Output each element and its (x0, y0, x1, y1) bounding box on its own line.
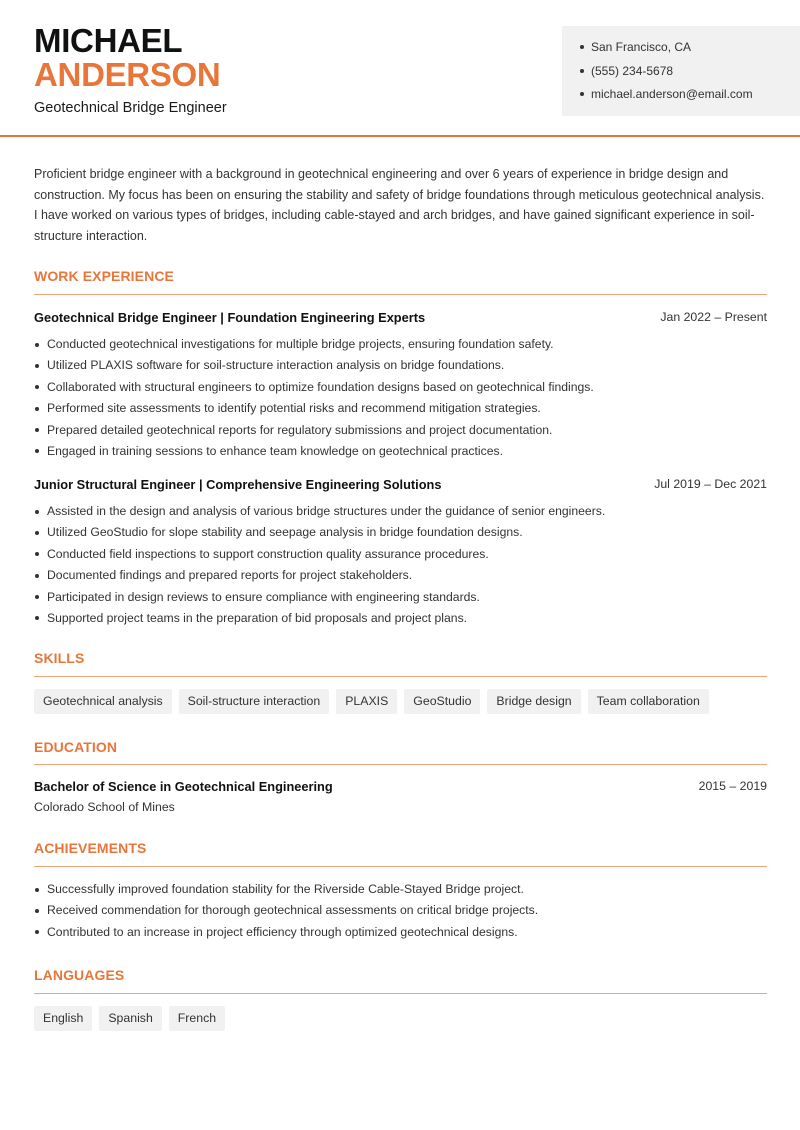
candidate-name (34, 24, 220, 92)
list-item: Supported project teams in the preparation of bid proposals and project plans. (34, 610, 767, 631)
contact-location: San Francisco, CA (580, 39, 800, 63)
job-header (34, 477, 767, 492)
skill-chip: Bridge design (487, 689, 580, 714)
skill-chip: Team collaboration (588, 689, 709, 714)
list-item: Successfully improved foundation stability for the Riverside Cable-Stayed Bridge project. (34, 881, 767, 902)
section-title-languages: LANGUAGES (34, 967, 125, 983)
job-title: Geotechnical Bridge Engineer (34, 100, 227, 116)
list-item: Conducted geotechnical investigations for multiple bridge projects, ensuring foundation safety. (34, 336, 767, 357)
languages-list (34, 1006, 225, 1031)
resume-header (0, 0, 800, 137)
education-degree: Bachelor of Science in Geotechnical Engineering (34, 779, 333, 794)
section-title-achievements: ACHIEVEMENTS (34, 840, 147, 856)
job-role: Junior Structural Engineer | Comprehensive Engineering Solutions (34, 477, 442, 492)
contact-box (562, 26, 800, 116)
contact-phone: (555) 234-5678 (580, 63, 800, 87)
list-item: Documented findings and prepared reports for project stakeholders. (34, 567, 767, 588)
list-item: Received commendation for thorough geotechnical assessments on critical bridge projects. (34, 902, 767, 923)
section-divider (34, 764, 767, 765)
job-bullets (34, 503, 767, 631)
language-chip: Spanish (99, 1006, 161, 1031)
section-title-skills: SKILLS (34, 650, 85, 666)
last-name: ANDERSON (34, 56, 221, 93)
section-divider (34, 993, 767, 994)
list-item: Engaged in training sessions to enhance team knowledge on geotechnical practices. (34, 443, 767, 464)
job-role: Geotechnical Bridge Engineer | Foundation Engineering Experts (34, 310, 426, 325)
education-years: 2015 – 2019 (698, 779, 767, 793)
professional-summary: Proficient bridge engineer with a background in geotechnical engineering and over 6 years of experience in bridge design and construction. My focus has been on ensuring the stability and safety of bridge foundations through meticulous geotechnical analysis. I have worked on various types of bridges, including cable-stayed and arch bridges, and have gained significant experience in soil-structure interaction. (34, 167, 765, 243)
section-divider (34, 294, 767, 295)
skills-list (34, 689, 709, 714)
job-header (34, 310, 767, 325)
section-divider (34, 676, 767, 677)
language-chip: French (169, 1006, 225, 1031)
skill-chip: Geotechnical analysis (34, 689, 172, 714)
list-item: Assisted in the design and analysis of various bridge structures under the guidance of senior engineers. (34, 503, 767, 524)
contact-email[interactable]: michael.anderson@email.com (580, 86, 800, 110)
list-item: Utilized GeoStudio for slope stability and seepage analysis in bridge foundation designs. (34, 524, 767, 545)
job-bullets (34, 336, 767, 464)
list-item: Contributed to an increase in project efficiency through optimized geotechnical designs. (34, 924, 767, 945)
job-dates: Jul 2019 – Dec 2021 (654, 477, 767, 491)
list-item: Utilized PLAXIS software for soil-structure interaction analysis on bridge foundations. (34, 357, 767, 378)
list-item: Performed site assessments to identify potential risks and recommend mitigation strategies. (34, 400, 767, 421)
section-title-education: EDUCATION (34, 739, 118, 755)
list-item: Conducted field inspections to support construction quality assurance procedures. (34, 546, 767, 567)
list-item: Prepared detailed geotechnical reports for regulatory submissions and project documentation. (34, 422, 767, 443)
skill-chip: GeoStudio (404, 689, 480, 714)
job-dates: Jan 2022 – Present (660, 310, 767, 324)
skill-chip: PLAXIS (336, 689, 397, 714)
first-name: MICHAEL (34, 22, 183, 59)
achievement-bullets (34, 881, 767, 945)
section-title-work: WORK EXPERIENCE (34, 268, 174, 284)
education-school: Colorado School of Mines (34, 800, 175, 814)
list-item: Collaborated with structural engineers to optimize foundation designs based on geotechnical findings. (34, 379, 767, 400)
language-chip: English (34, 1006, 92, 1031)
list-item: Participated in design reviews to ensure compliance with engineering standards. (34, 589, 767, 610)
skill-chip: Soil-structure interaction (179, 689, 330, 714)
section-divider (34, 866, 767, 867)
